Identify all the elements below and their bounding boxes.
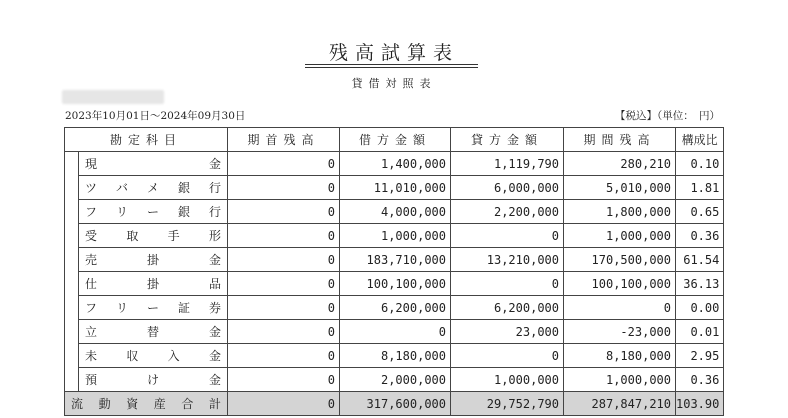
account-name-char: 金 [208,325,221,339]
credit-cell: 6,200,000 [451,296,564,320]
account-name-cell [79,152,228,176]
table-row [65,152,724,176]
table-body [65,152,724,416]
balance-cell: 5,010,000 [564,176,676,200]
ratio-cell: 61.54 [676,248,724,272]
debit-cell: 8,180,000 [340,344,451,368]
account-name-char: メ [146,181,159,195]
account-name-char: フ [85,301,98,315]
ratio-cell: 1.81 [676,176,724,200]
account-name-cell [79,176,228,200]
account-name-char: 計 [208,397,221,411]
ratio-cell: 0.65 [676,200,724,224]
account-name-char: フ [85,205,98,219]
indent-cell [65,152,79,176]
account-name-char: ー [146,205,159,219]
credit-cell: 1,000,000 [451,368,564,392]
account-name-char: 産 [153,397,166,411]
opening-cell: 0 [228,200,340,224]
title-underline-double [305,67,478,68]
table-row [65,200,724,224]
account-name-char: 銀 [177,181,190,195]
col-header-credit: 貸方金額 [451,128,564,152]
indent-cell [65,176,79,200]
debit-cell: 100,100,000 [340,272,451,296]
col-header-account: 勘定科目 [65,128,228,152]
opening-cell: 0 [228,320,340,344]
total-row [65,392,724,416]
account-name-char: 行 [208,205,221,219]
debit-cell: 0 [340,320,451,344]
opening-cell: 0 [228,368,340,392]
account-name-char: 資 [126,397,139,411]
indent-cell [65,344,79,368]
account-name-cell [79,320,228,344]
account-name-char: バ [115,181,128,195]
indent-cell [65,320,79,344]
account-name-char: 形 [208,229,221,243]
credit-cell: 1,119,790 [451,152,564,176]
ratio-cell: 0.36 [676,368,724,392]
debit-cell: 183,710,000 [340,248,451,272]
account-name-cell [79,344,228,368]
col-header-opening: 期首残高 [228,128,340,152]
balance-cell: 287,847,210 [564,392,676,416]
credit-cell: 23,000 [451,320,564,344]
balance-cell: 0 [564,296,676,320]
table-row [65,176,724,200]
balance-cell: 100,100,000 [564,272,676,296]
account-name-char: 流 [71,397,84,411]
account-name-cell [79,200,228,224]
account-name-char: 替 [146,325,159,339]
balance-cell: 280,210 [564,152,676,176]
account-name-char: 動 [98,397,111,411]
balance-cell: 8,180,000 [564,344,676,368]
account-name-char: 受 [85,229,98,243]
account-name-char: 金 [208,349,221,363]
opening-cell: 0 [228,296,340,320]
account-name-cell [79,248,228,272]
balance-cell: -23,000 [564,320,676,344]
account-name-char: 銀 [177,205,190,219]
account-name-cell [79,368,228,392]
balance-cell: 1,000,000 [564,368,676,392]
ratio-cell: 103.90 [676,392,724,416]
debit-cell: 4,000,000 [340,200,451,224]
ratio-cell: 0.10 [676,152,724,176]
account-name-char: 手 [167,229,180,243]
account-name-cell [79,224,228,248]
indent-cell [65,248,79,272]
account-name-char: 立 [85,325,98,339]
account-name-char: 預 [85,373,98,387]
debit-cell: 6,200,000 [340,296,451,320]
balance-cell: 1,800,000 [564,200,676,224]
account-name-char: ツ [85,181,98,195]
account-name-char: 掛 [146,253,159,267]
account-name-char: 収 [126,349,139,363]
account-name-cell [65,392,228,416]
account-name-char: リ [115,301,128,315]
opening-cell: 0 [228,248,340,272]
table-row [65,368,724,392]
ratio-cell: 36.13 [676,272,724,296]
debit-cell: 1,400,000 [340,152,451,176]
col-header-ratio: 構成比 [676,128,724,152]
table-row [65,248,724,272]
account-name-char: 合 [181,397,194,411]
credit-cell: 0 [451,272,564,296]
account-name-char: 現 [85,157,98,171]
account-name-char: 行 [208,181,221,195]
table-row [65,296,724,320]
table-row [65,272,724,296]
opening-cell: 0 [228,224,340,248]
page-title: 残高試算表 [328,42,459,64]
account-name-char: 取 [126,229,139,243]
account-name-cell [79,296,228,320]
credit-cell: 2,200,000 [451,200,564,224]
credit-cell: 0 [451,344,564,368]
balance-cell: 1,000,000 [564,224,676,248]
account-name-char: 金 [208,253,221,267]
account-name-cell [79,272,228,296]
table-row [65,224,724,248]
debit-cell: 1,000,000 [340,224,451,248]
indent-cell [65,200,79,224]
account-name-char: け [146,373,159,387]
company-name-redacted [62,90,164,104]
indent-cell [65,368,79,392]
page-subtitle: 貸借対照表 [351,77,437,90]
table-row [65,320,724,344]
table-header-row [65,128,724,152]
credit-cell: 0 [451,224,564,248]
opening-cell: 0 [228,152,340,176]
col-header-debit: 借方金額 [340,128,451,152]
account-name-char: 入 [167,349,180,363]
col-header-balance: 期間残高 [564,128,676,152]
account-name-char: 品 [208,277,221,291]
debit-cell: 2,000,000 [340,368,451,392]
balance-table [64,127,724,416]
debit-cell: 11,010,000 [340,176,451,200]
account-name-char: 未 [85,349,98,363]
debit-cell: 317,600,000 [340,392,451,416]
account-name-char: ー [146,301,159,315]
balance-cell: 170,500,000 [564,248,676,272]
table-row [65,344,724,368]
account-name-char: 売 [85,253,98,267]
credit-cell: 6,000,000 [451,176,564,200]
account-name-char: 証 [177,301,190,315]
unit-label: 【税込】（単位： 円） [615,110,720,122]
account-name-char: 金 [208,157,221,171]
ratio-cell: 0.36 [676,224,724,248]
credit-cell: 29,752,790 [451,392,564,416]
title-underline [305,64,478,65]
credit-cell: 13,210,000 [451,248,564,272]
account-name-char: 仕 [85,277,98,291]
ratio-cell: 0.00 [676,296,724,320]
period-range: 2023年10月01日～2024年09月30日 [65,110,246,122]
ratio-cell: 2.95 [676,344,724,368]
account-name-char: 金 [208,373,221,387]
opening-cell: 0 [228,176,340,200]
opening-cell: 0 [228,392,340,416]
ratio-cell: 0.01 [676,320,724,344]
opening-cell: 0 [228,344,340,368]
opening-cell: 0 [228,272,340,296]
account-name-char: 券 [208,301,221,315]
indent-cell [65,272,79,296]
indent-cell [65,296,79,320]
account-name-char: 掛 [146,277,159,291]
account-name-char: リ [115,205,128,219]
indent-cell [65,224,79,248]
